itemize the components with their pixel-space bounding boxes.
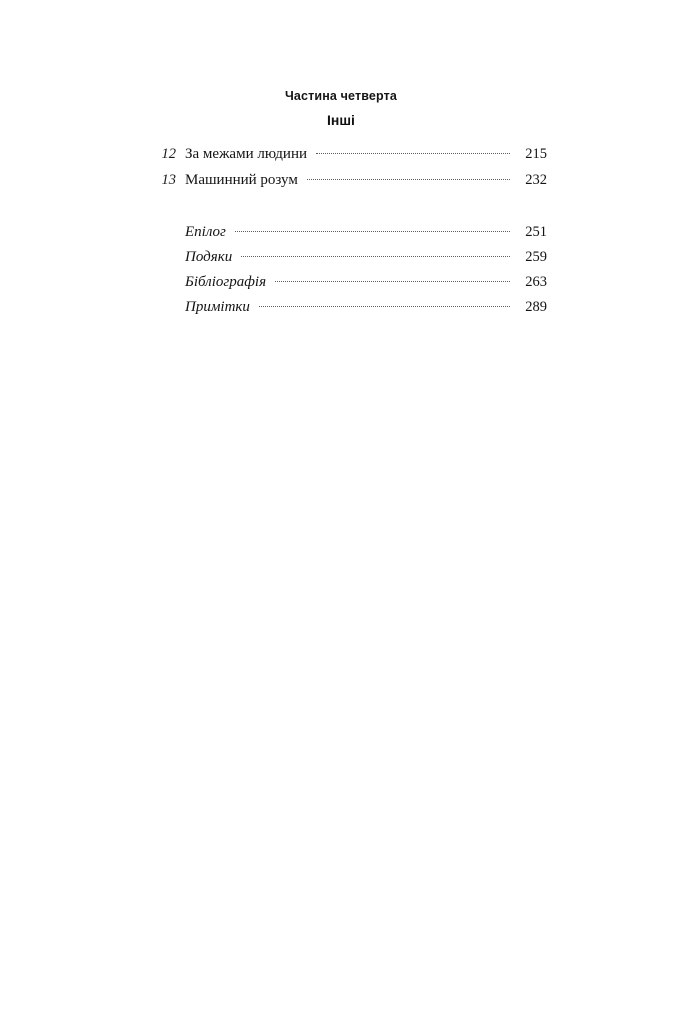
part-label: Частина четверта — [284, 89, 398, 103]
list-item[interactable] — [155, 146, 547, 172]
list-item[interactable] — [155, 299, 547, 324]
section-page-number: 289 — [525, 299, 547, 315]
dot-leader — [307, 172, 510, 184]
section-title: Епілог — [185, 224, 226, 240]
dot-leader — [235, 224, 510, 236]
dot-leader — [316, 146, 510, 158]
dot-leader — [275, 274, 510, 286]
chapter-number: 13 — [161, 172, 176, 188]
chapter-title: За межами людини — [185, 146, 308, 162]
list-item[interactable] — [155, 172, 547, 198]
table-of-contents-back-matter — [155, 224, 547, 324]
dot-leader — [259, 299, 510, 311]
chapter-page-number: 215 — [525, 146, 547, 162]
section-page-number: 251 — [525, 224, 547, 240]
section-title: Подяки — [185, 249, 233, 265]
section-title: Примітки — [185, 299, 250, 315]
chapter-page-number: 232 — [525, 172, 547, 188]
dot-leader — [241, 249, 510, 261]
section-page-number: 259 — [525, 249, 547, 265]
list-item[interactable] — [155, 274, 547, 299]
part-header — [0, 88, 682, 129]
section-page-number: 263 — [525, 274, 547, 290]
section-title: Бібліографія — [185, 274, 267, 290]
part-title: Інші — [327, 112, 355, 128]
list-item[interactable] — [155, 224, 547, 249]
list-item[interactable] — [155, 249, 547, 274]
table-of-contents-chapters — [155, 146, 547, 198]
chapter-title: Машинний розум — [185, 172, 298, 188]
chapter-number: 12 — [161, 146, 176, 162]
